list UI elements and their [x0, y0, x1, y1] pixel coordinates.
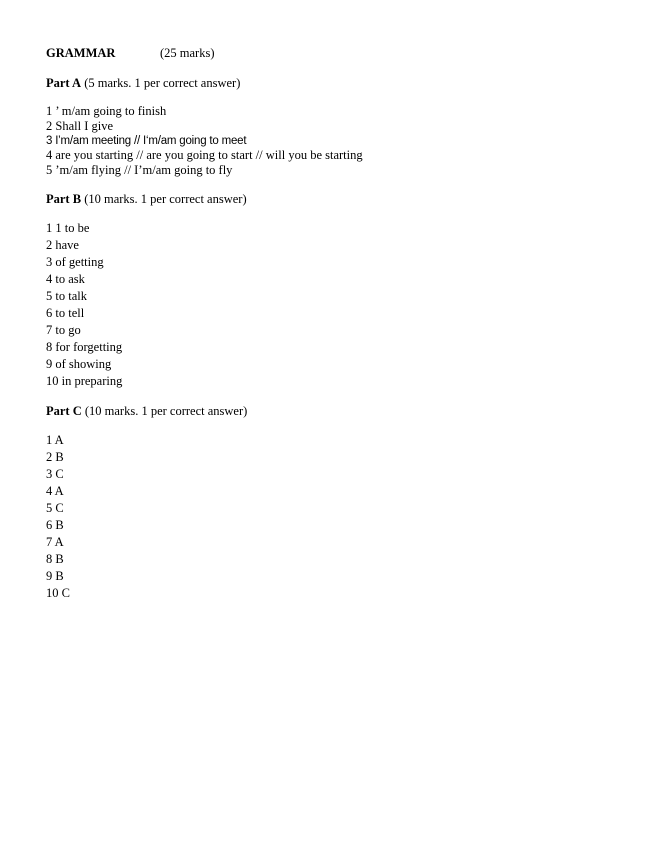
section-part-b — [46, 190, 626, 390]
answer-key-page — [46, 44, 626, 602]
answer-item: 2 B — [46, 449, 64, 464]
answer-item: 5 to talk — [46, 288, 87, 303]
answer-item: 5 ’m/am flying // I’m/am going to fly — [46, 163, 233, 177]
answer-item: 1 A — [46, 432, 64, 447]
answer-item: 2 Shall I give — [46, 118, 114, 133]
answer-item: 10 in preparing — [46, 373, 123, 388]
answer-item: 4 A — [46, 483, 64, 498]
section-note: (10 marks. 1 per correct answer) — [81, 403, 248, 418]
answer-item: 5 C — [46, 500, 64, 515]
section-part-c — [46, 402, 626, 602]
answer-item: 3 of getting — [46, 254, 104, 269]
answer-item: 1 1 to be — [46, 220, 90, 235]
section-label: Part C — [46, 403, 82, 418]
section-heading-part-b — [46, 190, 626, 208]
total-marks: (25 marks) — [160, 46, 215, 60]
answer-item: 10 C — [46, 585, 70, 600]
answer-item: 1 ’ m/am going to finish — [46, 104, 167, 118]
answer-item: 7 A — [46, 534, 64, 549]
header — [46, 44, 626, 62]
answer-item: 4 to ask — [46, 271, 85, 286]
section-heading-part-a — [46, 74, 626, 92]
answer-item: 6 B — [46, 517, 64, 532]
section-part-a — [46, 74, 626, 178]
answer-item: 8 B — [46, 551, 64, 566]
page-title: GRAMMAR — [46, 46, 116, 60]
section-note: (5 marks. 1 per correct answer) — [81, 76, 241, 90]
answer-item: 6 to tell — [46, 305, 85, 320]
answer-item: 2 have — [46, 237, 79, 252]
answer-list-part-c — [46, 432, 626, 602]
section-heading-part-c — [46, 402, 626, 420]
answer-item: 8 for forgetting — [46, 339, 123, 354]
answer-item: 9 of showing — [46, 356, 112, 371]
section-note: (10 marks. 1 per correct answer) — [81, 191, 247, 206]
section-label: Part A — [46, 76, 82, 90]
answer-item: 4 are you starting // are you going to start // will you be starting — [46, 148, 363, 163]
answer-item: 3 C — [46, 466, 64, 481]
answer-item: 7 to go — [46, 322, 81, 337]
answer-list-part-a — [46, 104, 626, 178]
answer-item: 3 I’m/am meeting // I‘m/am going to meet — [46, 134, 247, 147]
section-label: Part B — [46, 191, 82, 206]
answer-list-part-b — [46, 220, 626, 390]
answer-item: 9 B — [46, 568, 64, 583]
